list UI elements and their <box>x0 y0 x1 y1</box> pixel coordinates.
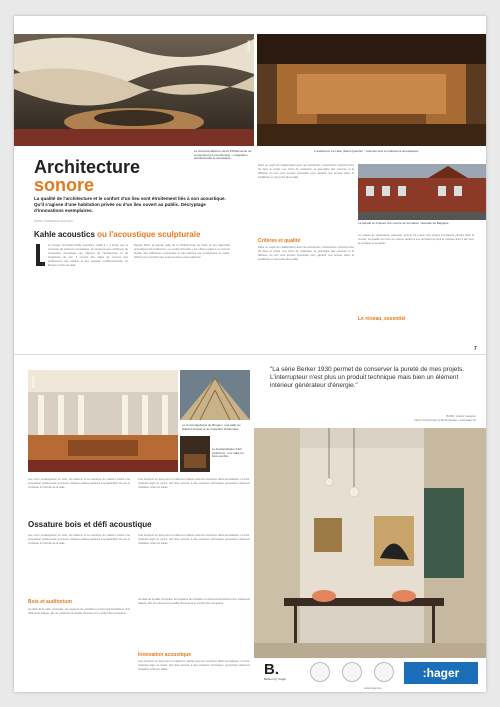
body-bottom-mid-4: Une structure en bois pour un bâtiment culturel pose de nombreux défis acoustiques. Le bois, matériau léger et vivant, doit être associé à des solutions techniques permettant d'assurer l'isolation entre les salles. <box>138 660 250 671</box>
concert-hall-illustration <box>14 34 254 146</box>
switch-icon <box>342 662 362 682</box>
drop-cap <box>34 244 46 266</box>
zoom-tag: ZOOM <box>31 376 35 388</box>
ad-quote: "La série Berker 1930 permet de conserver la pureté de mes projets. L'interrupteur n'est plus un produit technique mais bien un élément intérieur générateur d'énergie." <box>270 366 465 389</box>
section-heading-bottom: Ossature bois et défi acoustique <box>28 520 152 529</box>
interior-photo <box>254 428 486 658</box>
page-number: 7 <box>474 346 477 352</box>
berker-ad <box>254 360 486 692</box>
byline: TEXTE : DOMINIQUE SALLOON <box>34 220 73 223</box>
concert-hall-2-photo <box>28 370 178 472</box>
section-subtitle: ou l'acoustique sculpturale <box>94 230 201 239</box>
title-line-1: Architecture <box>34 157 141 177</box>
title-line-2: sonore <box>34 175 95 195</box>
body-bottom-left: Les murs enveloppants en bois, les balcons et la courbure du plafond créent une acoustique chaleureuse et précise. Chaque surface participe à la répartition du son et contribue à l'intimité de la salle. <box>28 478 130 489</box>
subheading-wood: Bois et auditorium <box>28 599 72 605</box>
hager-logo: :hager <box>404 662 478 684</box>
timber-roof-photo <box>180 370 250 420</box>
berker-logo <box>264 662 286 681</box>
dark-hall-photo <box>180 436 210 472</box>
photo-caption: Le Festspielhaus d'Erl (Autriche) : une salle en bois sombre. <box>212 447 244 459</box>
ad-url: www.hager.be <box>364 686 382 690</box>
section-title: Kahle acoustics <box>34 230 95 239</box>
auditorium-photo <box>257 34 486 146</box>
body-bottom-mid: Une structure en bois pour un bâtiment culturel pose de nombreux défis acoustiques. Le bois, matériau léger et vivant, doit être associé à des solutions techniques permettant d'assurer l'isolation entre les salles. <box>138 478 250 489</box>
article-title <box>34 158 140 194</box>
photo-caption: Le Concertgebouw de Bruges : une salle au plafond sculpté et au caractère chaleureux. <box>182 423 241 431</box>
interior-illustration <box>254 428 486 658</box>
ad-attribution-2: Interior Architecture by Berker Design • www.hager.be <box>414 419 476 422</box>
body-bottom-mid-2: Une structure en bois pour un bâtiment culturel pose de nombreux défis acoustiques. Le bois, matériau léger et vivant, doit être associé à des solutions techniques permettant d'assurer l'isolation entre les salles. <box>138 534 250 545</box>
photo-caption: L'auditorium Le Labo (Saint-Quentin) : volumes bois et reflecteurs acoustiques. <box>314 149 419 153</box>
body-bottom-left-3: Au-delà de la salle principale, les espaces de répétition et d'accueil bénéficient d'un traitement adapté, afin de préserver la qualité d'écoute et le confort des occupants. <box>28 608 130 615</box>
concert-hall-2-illustration <box>28 370 178 472</box>
brick-building-illustration <box>358 164 486 220</box>
body-bottom-mid-3: Au-delà de la salle principale, les espaces de répétition et d'accueil bénéficient d'un traitement adapté, afin de préserver la qualité d'écoute et le confort des occupants. <box>138 598 250 605</box>
body-column-3b: Dans un esprit de collaboration avec les architectes, l'acousticien intervient très tôt dans le projet. Les choix de matériaux, la géométrie des volumes et la diffusion du son sont pensés ensemble pour garantir une écoute claire et équilibrée en tout point de la salle. <box>258 246 354 261</box>
photo-caption: Le Grand Auditorium de la Philharmonie du Luxembourg (Luxembourg) – intégration architecturale et acoustique. <box>194 149 252 161</box>
switch-icon <box>310 662 330 682</box>
subheading-network: Le réseau, essentiel <box>358 316 406 322</box>
concert-hall-photo <box>14 34 254 146</box>
drop-cap-letter-l <box>34 244 46 266</box>
page-divider <box>14 354 486 355</box>
subheading-innovation: Innovation acoustique <box>138 652 192 658</box>
berker-logo-text: Berker by :hager <box>264 677 287 681</box>
switch-icon <box>374 662 394 682</box>
subheading-criteria: Critères et qualité <box>258 238 301 244</box>
brick-building-photo <box>358 164 486 220</box>
body-bottom-left-2: Les murs enveloppants en bois, les balcons et la courbure du plafond créent une acoustique chaleureuse et précise. Chaque surface participe à la répartition du son et contribue à l'intimité de la salle. <box>28 534 130 545</box>
berker-logo-letter: B. <box>264 661 279 678</box>
body-column-1: Le bureau bruxellois Kahle Acoustics, établi il y a trente ans et composé de plusieurs consultants, se consacre aux problèmes de conception acoustique qui relèvent de l'architecture et de l'ingénierie du son. Il conçoit des salles de concert, des auditoriums, des studios et des espaces multifonctionnels, en Europe et bien au-delà. <box>48 244 128 267</box>
intro-paragraph: La qualité de l'architecture et le confort d'un lieu sont étroitement liés à son acoustique. Qu'il s'agisse d'une habitation privée ou d'un lieu ouvert au public. Décryptage d'innovations exemplaires. <box>34 196 226 213</box>
magazine-spread <box>14 16 486 692</box>
timber-roof-illustration <box>180 370 250 420</box>
dark-hall-illustration <box>180 436 210 472</box>
ad-attribution: BOXR, interior designer <box>446 414 476 418</box>
body-column-4: Le réseau de partenaires, essentiel, permet de mener des projets complexes partout dans le monde. La qualité d'un lieu se mesure autant à son architecture qu'à la manière dont il fait vivre la musique et la parole. <box>358 234 474 245</box>
body-column-3: Dans un esprit de collaboration avec les architectes, l'acousticien intervient très tôt dans le projet. Les choix de matériaux, la géométrie des volumes et la diffusion du son sont pensés ensemble pour garantir une écoute claire et équilibrée en tout point de la salle. <box>258 164 354 179</box>
section-heading <box>34 230 200 239</box>
auditorium-illustration <box>257 34 486 146</box>
zoom-tag: ZOOM <box>247 40 251 52</box>
photo-caption: La façade en briques d'un centre de formation musicale de Belgique. <box>358 221 450 225</box>
body-column-2: Depuis 2015, la grande salle de la Philharmonie de Paris et ses dispositifs acoustiques font référence. Le confort d'écoute y est obtenu grâce à un volume étudié, des réflecteurs suspendus et des balcons qui enveloppent le public, offrant une proximité rare entre la scène et les auditeurs. <box>134 244 230 259</box>
